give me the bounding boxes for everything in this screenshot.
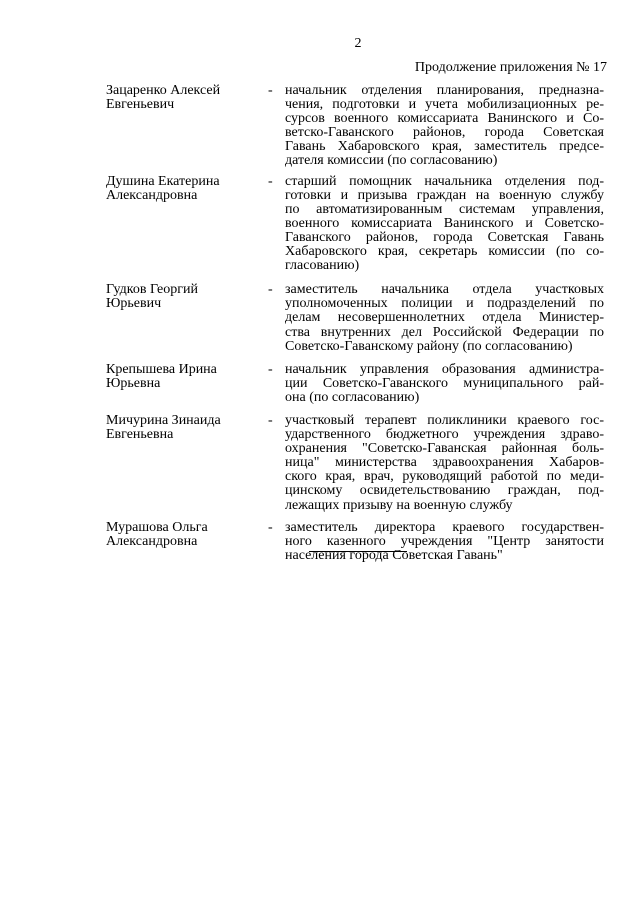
member-role-line: старший помощник начальника отделения под- (285, 174, 604, 189)
member-role-line: лежащих призыву на военную службу (285, 498, 513, 513)
member-dash: - (268, 412, 273, 428)
commission-member-list (106, 84, 608, 563)
member-role-line: она (по согласованию) (285, 390, 420, 405)
member-name-line: Крепышева Ирина (106, 361, 217, 377)
member-name-line: Гудков Георгий (106, 282, 198, 298)
member-role-line: по автоматизированным системам управления, (285, 202, 604, 217)
member-role-line: начальник отделения планирования, предназна- (285, 84, 604, 98)
member-row (106, 414, 608, 513)
member-role-line: ветско-Гаванского районов, города Советская (285, 126, 604, 141)
member-role (285, 175, 604, 274)
member-role-line: начальник управления образования администра- (285, 362, 604, 377)
member-role-line: ного казенного учреждения "Центр занятости (285, 534, 604, 549)
member-role-line: заместитель директора краевого государствен- (285, 520, 604, 535)
member-role (285, 414, 604, 513)
member-role-line: делам несовершеннолетних отдела Министер- (285, 311, 604, 326)
member-role (285, 363, 604, 405)
member-role-line: Гаванского районов, города Советская Гавань (285, 230, 604, 245)
member-name-line: Мурашова Ольга (106, 519, 208, 535)
member-role-line: ского края, врач, руководящий работой по меди- (285, 470, 604, 485)
member-role (285, 521, 604, 563)
member-role-line: Советско-Гаванскому району (по согласованию) (285, 339, 573, 354)
member-row (106, 283, 608, 353)
member-name (106, 414, 256, 442)
appendix-continuation-label: Продолжение приложения № 17 (414, 60, 607, 75)
member-role-line: охранения "Советско-Гаванская районная боль- (285, 442, 604, 457)
member-role-line: Гавань Хабаровского края, заместитель предсе- (285, 140, 604, 155)
member-dash: - (268, 173, 273, 189)
member-role-line: Хабаровского края, секретарь комиссии (по со- (285, 245, 604, 260)
member-name-line: Александровна (106, 187, 198, 203)
member-role-line: участковый терапевт поликлиники краевого гос- (285, 413, 604, 428)
member-role-line: заместитель начальника отдела участковых (285, 283, 604, 298)
member-name-line: Мичурина Зинаида (106, 412, 221, 428)
member-name (106, 84, 256, 112)
member-role (285, 283, 604, 353)
member-dash: - (268, 361, 273, 377)
member-role-line: дателя комиссии (по согласованию) (285, 154, 498, 169)
page-number: 2 (354, 36, 362, 51)
end-separator-line (309, 551, 407, 552)
member-name-line: Александровна (106, 533, 198, 549)
member-role-line: ница" министерства здравоохранения Хабаров- (285, 456, 604, 471)
member-name-line: Евгеньевич (106, 97, 175, 113)
member-role-line: чения, подготовки и учета мобилизационных ре- (285, 98, 604, 113)
member-role-line: уполномоченных полиции и подразделений по (285, 297, 604, 312)
member-role-line: ства внутренних дел Российской Федерации по (285, 325, 604, 340)
member-dash: - (268, 83, 273, 98)
member-name (106, 283, 256, 311)
member-name-line: Юрьевна (106, 375, 161, 391)
member-role-line: гласованию) (285, 259, 360, 274)
member-role-line: готовки и призыва граждан на военную службу (285, 188, 604, 203)
member-name (106, 363, 256, 391)
member-row (106, 175, 608, 274)
member-role-line: населения города Советская Гавань" (285, 548, 503, 563)
member-name (106, 175, 256, 203)
member-role-line: ции Советско-Гаванского муниципального рай- (285, 376, 604, 391)
member-row (106, 521, 608, 563)
member-name-line: Душина Екатерина (106, 173, 220, 189)
member-name-line: Юрьевич (106, 296, 162, 312)
member-row (106, 363, 608, 405)
member-name-line: Зацаренко Алексей (106, 83, 221, 98)
member-name (106, 521, 256, 549)
member-role-line: ударственного бюджетного учреждения здраво- (285, 428, 604, 443)
member-role (285, 84, 604, 169)
member-role-line: цинскому освидетельствованию граждан, под- (285, 484, 604, 499)
member-row (106, 84, 608, 169)
member-role-line: военного комиссариата Ванинского и Советско- (285, 216, 604, 231)
member-role-line: сурсов военного комиссариата Ванинского и Со- (285, 112, 604, 127)
member-dash: - (268, 282, 273, 298)
member-dash: - (268, 519, 273, 535)
member-name-line: Евгеньевна (106, 427, 174, 443)
